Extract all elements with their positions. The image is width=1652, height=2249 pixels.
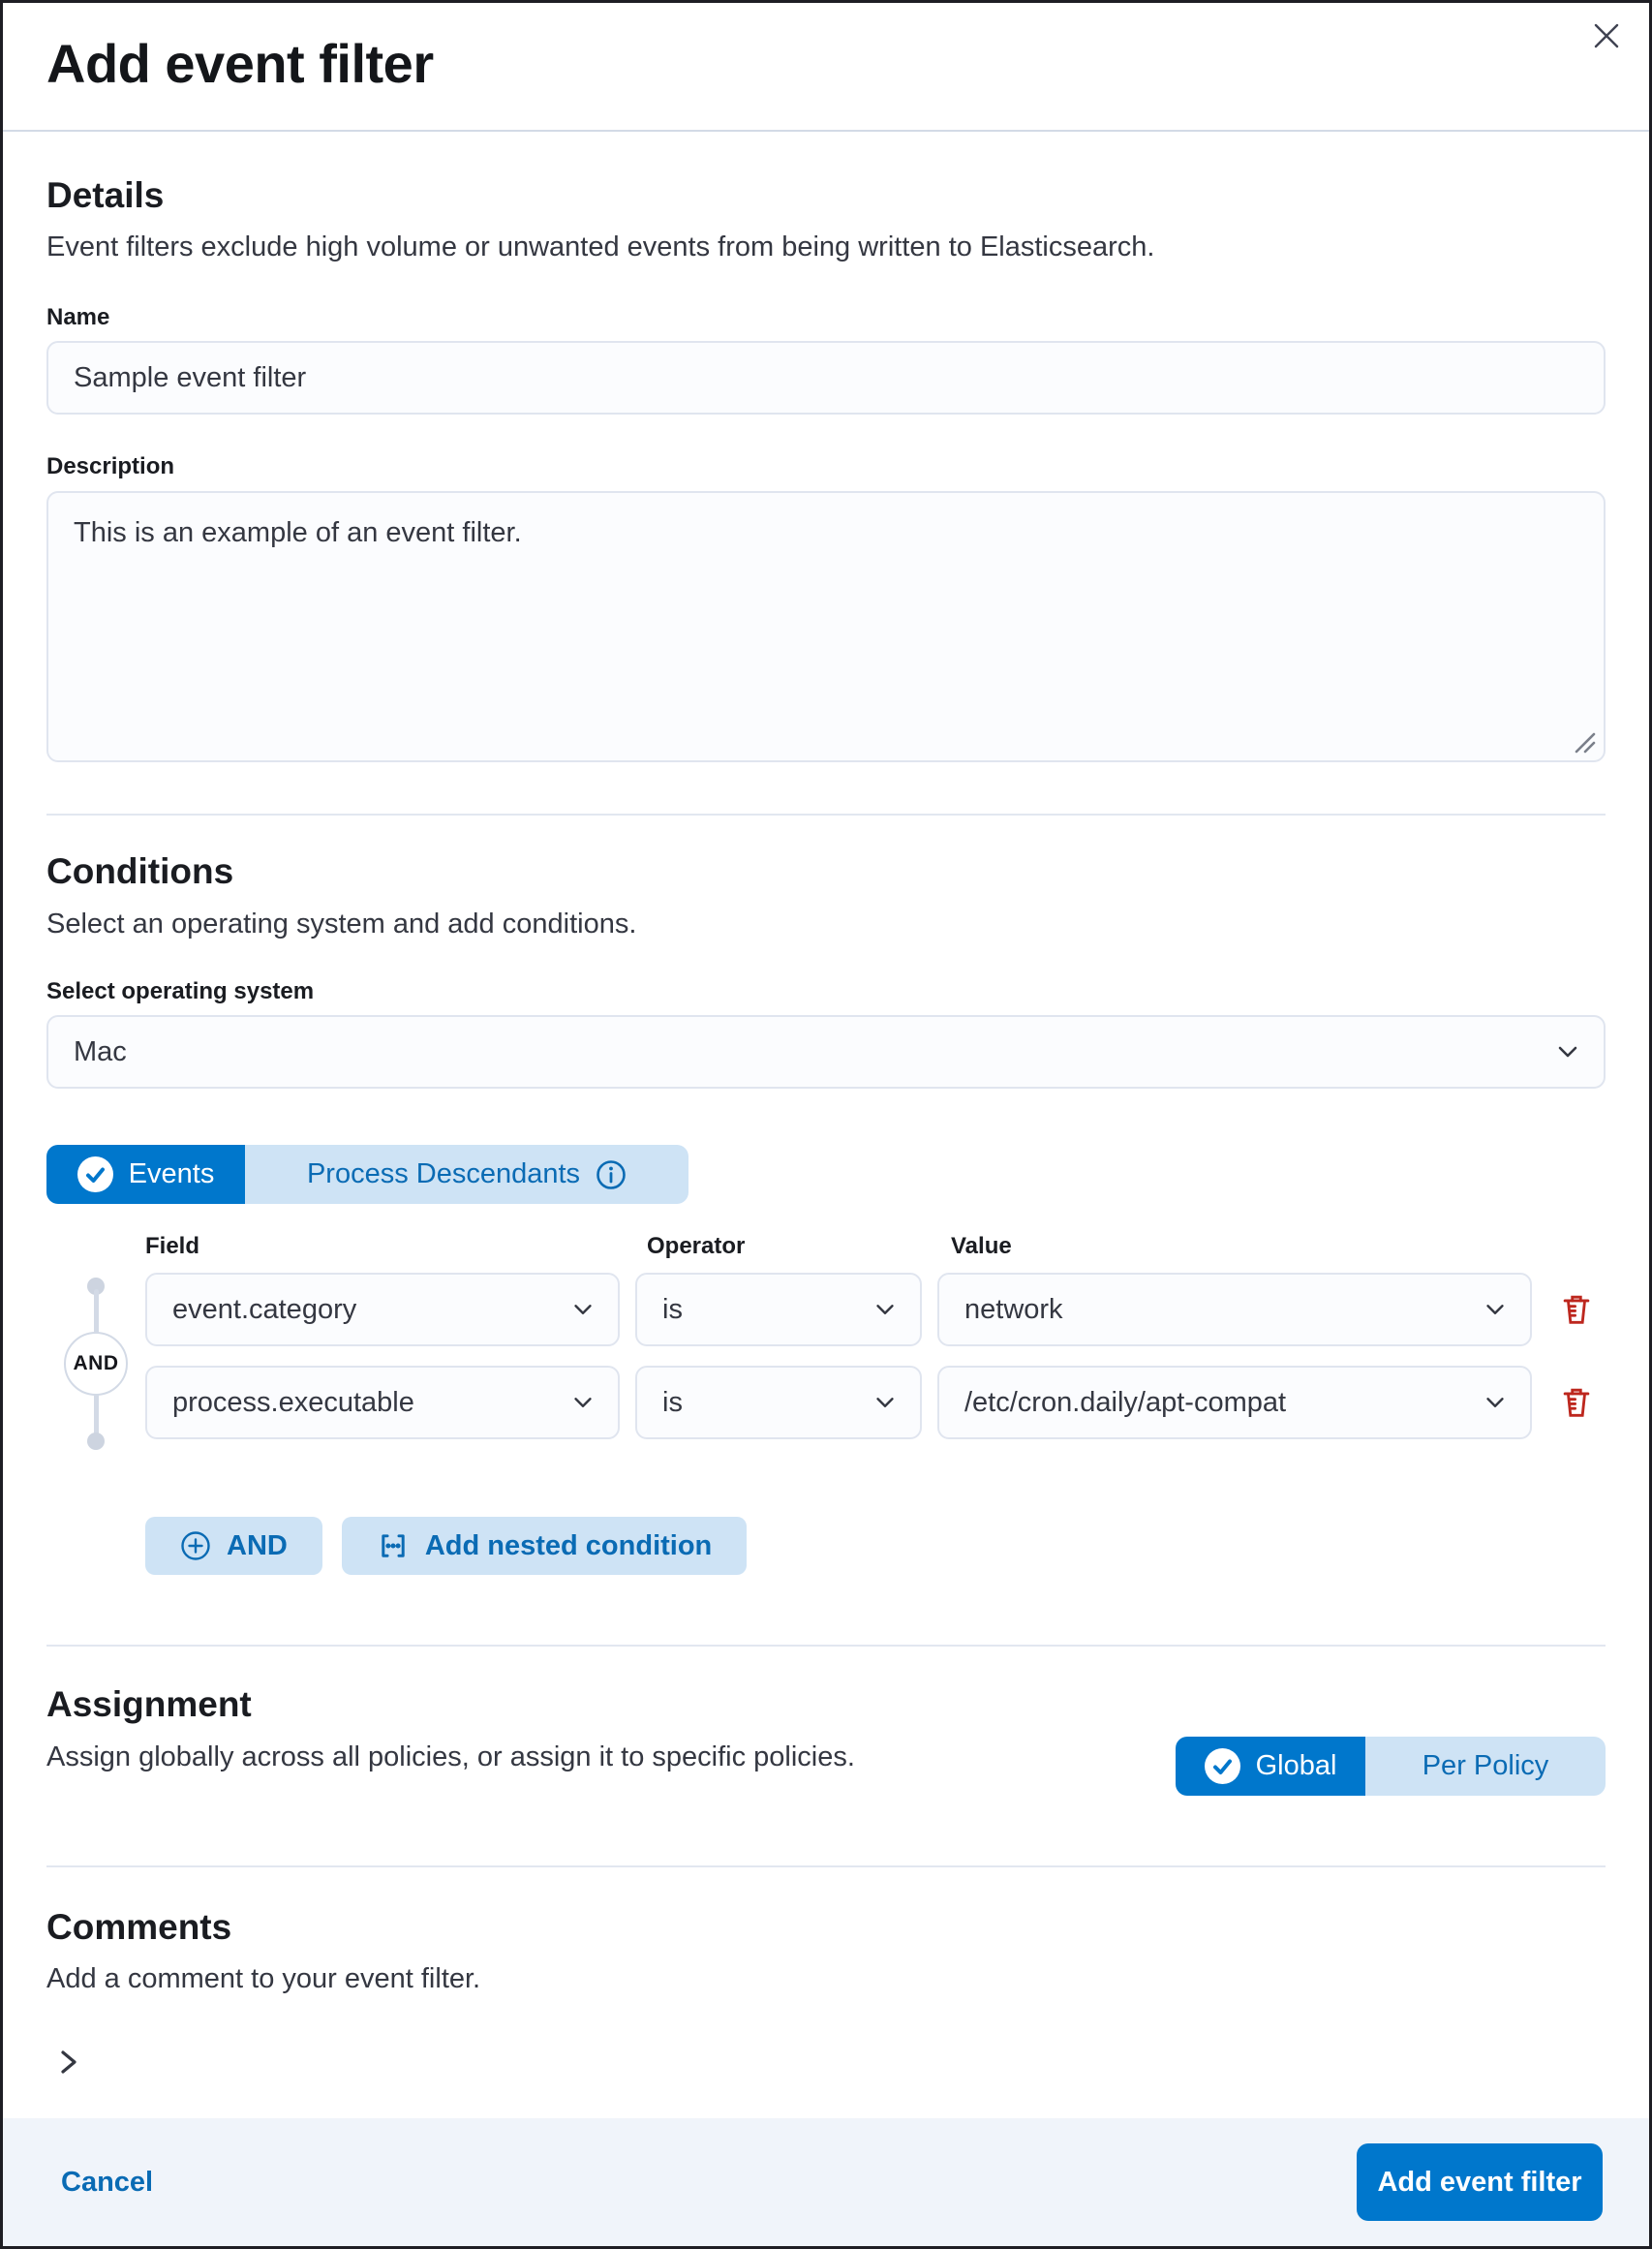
- and-connector-badge: AND: [64, 1332, 128, 1396]
- toggle-per-policy-label: Per Policy: [1422, 1749, 1549, 1781]
- close-button[interactable]: [1585, 15, 1628, 57]
- description-label: Description: [46, 453, 175, 480]
- condition-row: [145, 1366, 1606, 1439]
- add-and-condition-label: AND: [227, 1529, 288, 1561]
- assignment-section: [46, 1683, 1606, 1781]
- description-textarea[interactable]: [46, 491, 1606, 762]
- tab-process-descendants-label: Process Descendants: [306, 1158, 581, 1190]
- modal-title: Add event filter: [46, 33, 434, 94]
- modal-body: [3, 132, 1649, 2118]
- check-circle-icon: [1205, 1748, 1240, 1784]
- modal-header: [3, 3, 1649, 132]
- os-select[interactable]: [46, 1015, 1606, 1089]
- toggle-global-label: Global: [1255, 1749, 1337, 1781]
- tab-events[interactable]: [46, 1145, 245, 1204]
- section-divider: [46, 1865, 1606, 1867]
- condition-builder: [46, 1233, 1606, 1439]
- tab-process-descendants[interactable]: [245, 1145, 688, 1204]
- nested-condition-icon: [377, 1529, 410, 1562]
- chevron-down-icon: [569, 1296, 597, 1323]
- modal-footer: [3, 2118, 1649, 2246]
- textarea-resize-handle[interactable]: [1573, 730, 1598, 755]
- toggle-global[interactable]: [1176, 1737, 1365, 1796]
- add-nested-condition-button[interactable]: [342, 1517, 747, 1575]
- operator-select[interactable]: [635, 1366, 922, 1439]
- condition-actions: [145, 1517, 1606, 1575]
- field-select-value: process.executable: [172, 1386, 414, 1418]
- connector-dot-bottom: [87, 1433, 105, 1450]
- assignment-toggle: [1176, 1737, 1606, 1796]
- check-circle-icon: [77, 1156, 113, 1192]
- field-select[interactable]: [145, 1273, 620, 1346]
- field-column-label: Field: [145, 1233, 200, 1260]
- condition-type-tabs: [46, 1145, 688, 1204]
- value-select-value: network: [964, 1293, 1063, 1325]
- comments-heading: Comments: [46, 1906, 232, 1947]
- trash-icon: [1558, 1384, 1595, 1421]
- delete-condition-button[interactable]: [1547, 1373, 1606, 1432]
- condition-row: [145, 1273, 1606, 1346]
- assignment-description: Assign globally across all policies, or assign it to specific policies.: [46, 1741, 855, 1772]
- info-icon[interactable]: [596, 1159, 627, 1190]
- chevron-down-icon: [872, 1296, 899, 1323]
- section-divider: [46, 814, 1606, 816]
- condition-column-labels: [145, 1233, 1606, 1261]
- chevron-right-icon: [56, 2046, 81, 2079]
- cancel-button[interactable]: Cancel: [61, 2166, 154, 2198]
- chevron-down-icon: [872, 1389, 899, 1416]
- field-select-value: event.category: [172, 1293, 357, 1325]
- plus-circle-icon: [180, 1530, 211, 1561]
- assignment-text: [46, 1683, 855, 1776]
- section-divider: [46, 1645, 1606, 1647]
- conditions-description: Select an operating system and add conditions.: [46, 908, 637, 940]
- operator-column-label: Operator: [647, 1233, 746, 1260]
- comments-description: Add a comment to your event filter.: [46, 1963, 481, 1995]
- value-select-value: /etc/cron.daily/apt-compat: [964, 1386, 1287, 1418]
- os-select-value: Mac: [74, 1035, 127, 1067]
- add-nested-condition-label: Add nested condition: [424, 1529, 713, 1561]
- os-select-label: Select operating system: [46, 977, 315, 1004]
- close-icon: [1590, 19, 1623, 52]
- tab-events-label: Events: [128, 1158, 215, 1190]
- toggle-per-policy[interactable]: [1365, 1737, 1606, 1796]
- details-heading: Details: [46, 175, 165, 215]
- name-input[interactable]: [46, 341, 1606, 415]
- operator-select-value: is: [662, 1386, 683, 1418]
- chevron-down-icon: [1482, 1296, 1509, 1323]
- value-column-label: Value: [951, 1233, 1012, 1260]
- trash-icon: [1558, 1291, 1595, 1328]
- field-select[interactable]: [145, 1366, 620, 1439]
- and-connector: [46, 1278, 145, 1450]
- chevron-down-icon: [1482, 1389, 1509, 1416]
- details-description: Event filters exclude high volume or unwanted events from being written to Elasticsearch.: [46, 231, 1155, 263]
- conditions-heading: Conditions: [46, 851, 234, 892]
- value-select[interactable]: [937, 1273, 1532, 1346]
- value-select[interactable]: [937, 1366, 1532, 1439]
- name-label: Name: [46, 303, 110, 330]
- operator-select[interactable]: [635, 1273, 922, 1346]
- delete-condition-button[interactable]: [1547, 1280, 1606, 1339]
- chevron-down-icon: [569, 1389, 597, 1416]
- add-event-filter-button[interactable]: Add event filter: [1357, 2143, 1603, 2221]
- comments-expand-button[interactable]: [56, 2043, 99, 2081]
- assignment-heading: Assignment: [46, 1684, 252, 1725]
- add-and-condition-button[interactable]: [145, 1517, 322, 1575]
- chevron-down-icon: [1553, 1037, 1582, 1066]
- operator-select-value: is: [662, 1293, 683, 1325]
